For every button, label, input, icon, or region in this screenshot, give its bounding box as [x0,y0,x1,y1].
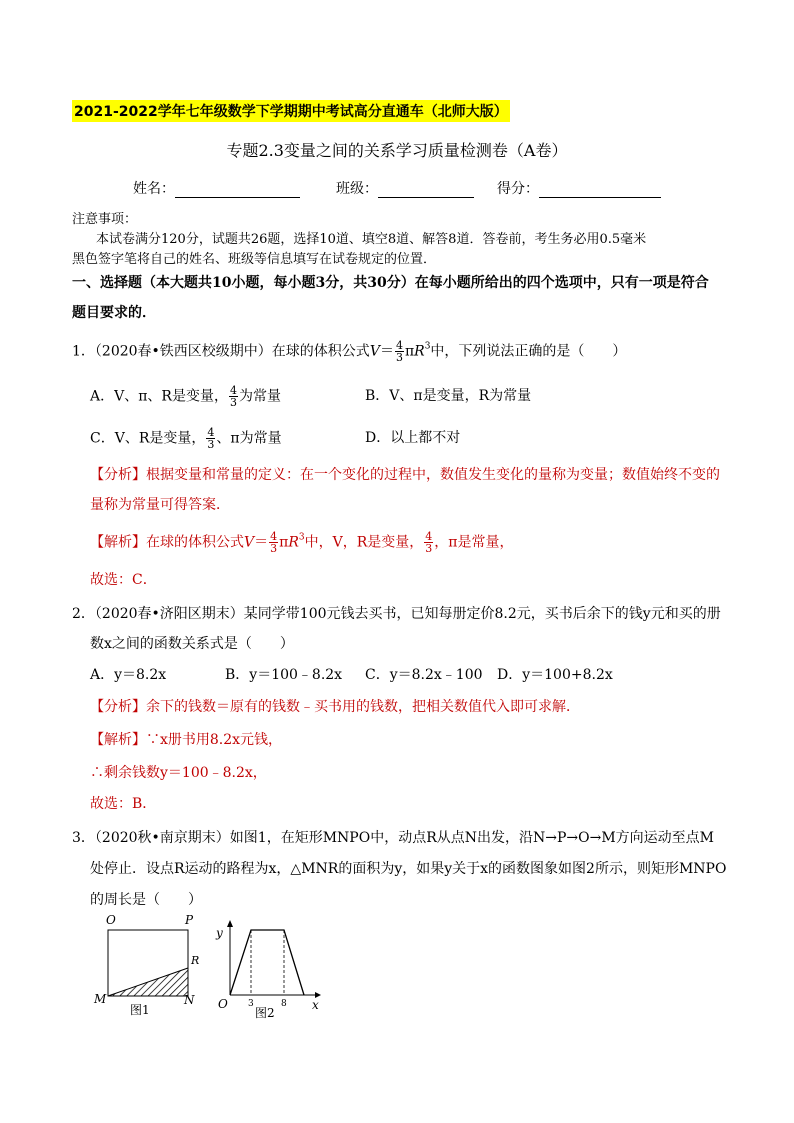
page-title: 专题2.3变量之间的关系学习质量检测卷（A卷） [226,141,568,160]
q1-stem: 1．（2020春•铁西区校级期中）在球的体积公式V＝ $\frac{4}{3}$ $\pi R^3$中，下列说法正确的是（ ） [72,339,627,364]
q1-option-a[interactable]: A．V、π、R是变量， $\frac{4}{3}$ 为常量 [90,384,281,409]
label-p: P [185,913,194,927]
score-field[interactable] [497,178,661,198]
class-label: 班级： [336,181,378,197]
notice-line2: 黑色签字笔将自己的姓名、班级等信息填写在试卷规定的位置． [72,252,437,267]
q2-solution: 【解析】∵x册书用8.2x元钱， [90,732,283,748]
label-n: N [184,993,195,1007]
q3-stem: 3．（2020秋•南京期末）如图1，在矩形MNPO中，动点R从点N出发，沿N→P→O→M方向运动至点M [72,830,714,846]
label-y: y [216,926,223,940]
label-origin: O [218,997,228,1011]
tick-3: 3 [248,999,254,1009]
q1-solution: 【解析】在球的体积公式V＝ $\frac{4}{3}$ $\pi R^3$中，V，R是变量， $\frac{4}{3}$ ，π是常量， [90,530,514,555]
q1-option-d[interactable]: D．以上都不对 [365,430,461,446]
label-m: M [94,992,107,1006]
label-o: O [106,913,116,927]
q2-option-b[interactable]: B．y＝100﹣8.2x [225,667,343,683]
q2-stem: 2．（2020春•济阳区期末）某同学带100元钱去买书，已知每册定价8.2元，买书后余下的钱y元和买的册 [72,606,721,622]
banner: 2021-2022学年七年级数学下学期期中考试高分直通车（北师大版） [72,100,510,122]
section-heading-cont: 题目要求的． [72,305,156,321]
label-r: R [191,954,200,967]
triangle-mnr [108,968,188,996]
q1-option-c[interactable]: C．V、R是变量， $\frac{4}{3}$ 、π为常量 [90,426,282,451]
q3-stem-cont: 处停止．设点R运动的路程为x，△MNR的面积为y，如果y关于x的函数图象如图2所示，则矩形MNPO [90,861,727,877]
figure-1 [92,910,222,1020]
tick-8: 8 [281,999,287,1009]
q2-solution-cont: ∴剩余钱数y＝100﹣8.2x， [90,765,267,781]
name-field[interactable] [133,178,300,198]
name-blank[interactable] [175,183,300,198]
q2-option-a[interactable]: A．y＝8.2x [90,667,167,683]
q3-stem-cont2: 的周长是（ ） [90,892,202,908]
figure-1-caption: 图1 [130,1003,150,1017]
name-label: 姓名： [133,181,175,197]
q1-analysis: 【分析】根据变量和常量的定义：在一个变化的过程中，数值发生变化的量称为变量；数值始终不变的 [90,467,720,483]
q1-answer: 故选：C． [90,572,157,588]
q2-analysis: 【分析】余下的钱数＝原有的钱数﹣买书用的钱数，把相关数值代入即可求解． [90,699,580,715]
q1-option-b[interactable]: B．V、π是变量，R为常量 [365,388,532,404]
class-field[interactable] [336,178,474,198]
section-heading: 一、选择题（本大题共10小题，每小题3分，共30分）在每小题所给出的四个选项中，只有一项是符合 [72,275,709,291]
label-x: x [312,998,319,1012]
score-label: 得分： [497,181,539,197]
notice-heading: 注意事项： [72,212,138,227]
figure-2 [210,915,330,1020]
class-blank[interactable] [378,183,474,198]
q2-stem-cont: 数x之间的函数关系式是（ ） [90,636,294,652]
q1-analysis-cont: 量称为常量可得答案． [90,497,230,513]
q2-option-d[interactable]: D．y＝100+8.2x [497,667,613,683]
figure-2-caption: 图2 [255,1006,275,1020]
q2-answer: 故选：B． [90,796,157,812]
score-blank[interactable] [539,183,661,198]
q2-option-c[interactable]: C．y＝8.2x﹣100 [365,667,483,683]
notice-line1: 本试卷满分120分，试题共26题，选择10道、填空8道、解答8道．答卷前，考生务必用0.5毫米 [96,232,647,247]
function-graph [230,930,304,995]
